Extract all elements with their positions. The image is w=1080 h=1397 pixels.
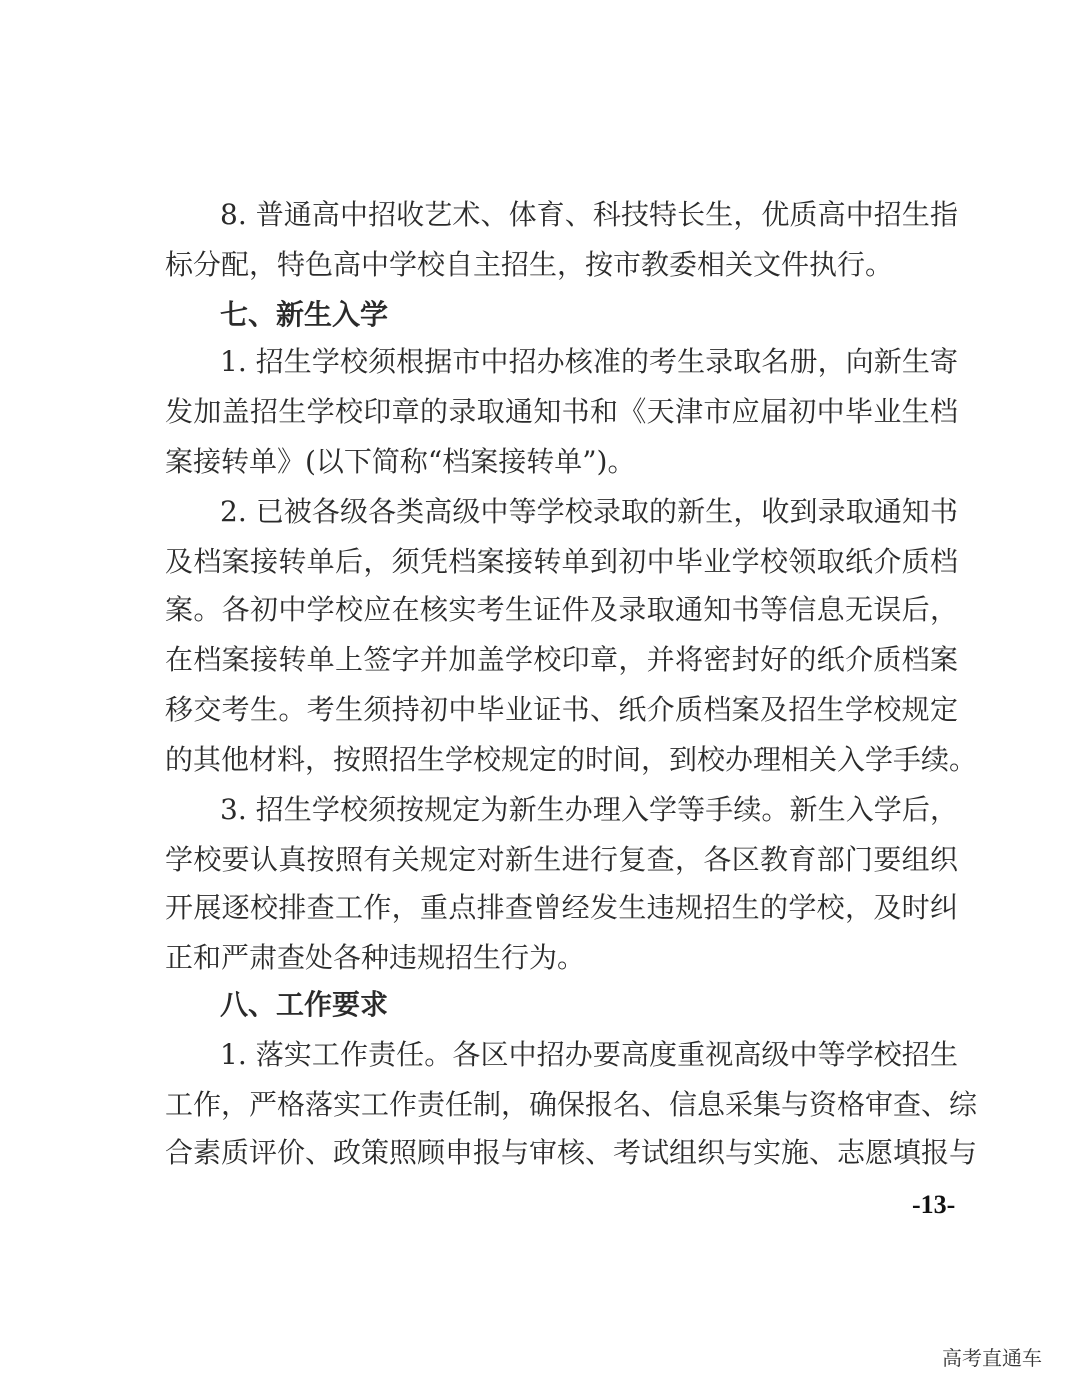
paragraph-line: 的其他材料，按照招生学校规定的时间，到校办理相关入学手续。 bbox=[165, 743, 978, 776]
paragraph-line: 在档案接转单上签字并加盖学校印章，并将密封好的纸介质档案 bbox=[165, 643, 958, 676]
paragraph-line: 学校要认真按照有关规定对新生进行复查，各区教育部门要组织 bbox=[165, 843, 958, 876]
paragraph-line: 标分配，特色高中学校自主招生，按市教委相关文件执行。 bbox=[165, 248, 894, 281]
paragraph-line: 移交考生。考生须持初中毕业证书、纸介质档案及招生学校规定 bbox=[165, 693, 958, 726]
paragraph-line: 开展逐校排查工作，重点排查曾经发生违规招生的学校，及时纠 bbox=[165, 891, 958, 924]
paragraph-line: 2. 已被各级各类高级中等学校录取的新生，收到录取通知书 bbox=[220, 495, 958, 528]
paragraph-line: 1. 落实工作责任。各区中招办要高度重视高级中等学校招生 bbox=[220, 1038, 958, 1071]
paragraph-line: 1. 招生学校须根据市中招办核准的考生录取名册，向新生寄 bbox=[220, 345, 958, 378]
paragraph-line: 工作，严格落实工作责任制，确保报名、信息采集与资格审查、综 bbox=[165, 1088, 978, 1121]
paragraph-line: 及档案接转单后，须凭档案接转单到初中毕业学校领取纸介质档 bbox=[165, 545, 958, 578]
section-heading: 七、新生入学 bbox=[220, 298, 389, 331]
watermark: 高考直通车 bbox=[942, 1346, 1042, 1370]
paragraph-line: 案。各初中学校应在核实考生证件及录取通知书等信息无误后， bbox=[165, 593, 958, 626]
page-number: -13- bbox=[912, 1190, 956, 1219]
paragraph-line: 3. 招生学校须按规定为新生办理入学等手续。新生入学后， bbox=[220, 793, 958, 826]
paragraph-line: 案接转单》(以下简称“档案接转单”)。 bbox=[165, 445, 636, 478]
paragraph-line: 8. 普通高中招收艺术、体育、科技特长生，优质高中招生指 bbox=[220, 198, 958, 231]
paragraph-line: 正和严肃查处各种违规招生行为。 bbox=[165, 941, 586, 974]
paragraph-line: 合素质评价、政策照顾申报与审核、考试组织与实施、志愿填报与 bbox=[165, 1136, 978, 1169]
section-heading: 八、工作要求 bbox=[220, 988, 389, 1021]
paragraph-line: 发加盖招生学校印章的录取通知书和《天津市应届初中毕业生档 bbox=[165, 395, 958, 428]
